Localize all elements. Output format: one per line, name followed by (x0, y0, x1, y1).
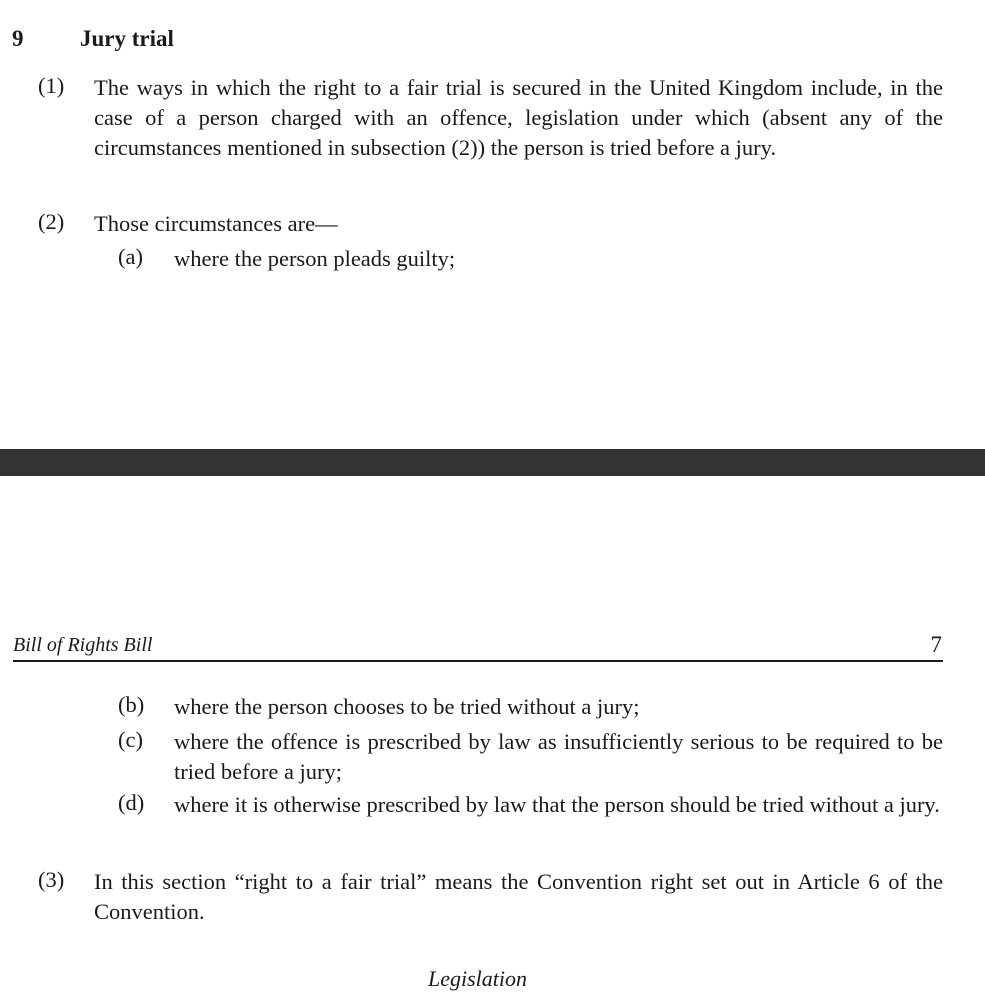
paragraph-a-text: where the person pleads guilty; (174, 246, 456, 271)
paragraph-c-label: (c) (118, 727, 143, 752)
subsection-1-number: (1) (38, 73, 65, 98)
subsection-3-number: (3) (38, 867, 65, 892)
running-head-rule (13, 660, 943, 662)
running-head-title: Bill of Rights Bill (13, 634, 153, 656)
paragraph-a-label: (a) (118, 244, 143, 269)
section-title: Jury trial (80, 26, 174, 51)
section-number: 9 (12, 26, 24, 51)
paragraph-d-text: where it is otherwise prescribed by law that the person should be tried without a jury. (174, 792, 940, 817)
subsection-2-text: Those circumstances are— (94, 211, 338, 236)
paragraph-d-label: (d) (118, 790, 145, 815)
subsection-2-number: (2) (38, 209, 65, 234)
page-6-bottom (0, 0, 985, 449)
cross-heading-legislation: Legislation (427, 966, 527, 991)
subsection-1-text: The ways in which the right to a fair trial is secured in the United Kingdom include, in the case of a person charged with an offence, legislation under which (absent any of the circumstances mentioned in subsection (2)) the person is tried before a jury. (94, 75, 943, 160)
paragraph-b-text: where the person chooses to be tried without a jury; (174, 694, 640, 719)
paragraph-c-text: where the offence is prescribed by law as insufficiently serious to be required to be tried before a jury; (174, 729, 943, 784)
page-number: 7 (930, 632, 942, 657)
page-separator (0, 449, 985, 476)
subsection-3-text: In this section “right to a fair trial” means the Convention right set out in Article 6 of the Convention. (94, 869, 943, 924)
paragraph-b-label: (b) (118, 692, 145, 717)
